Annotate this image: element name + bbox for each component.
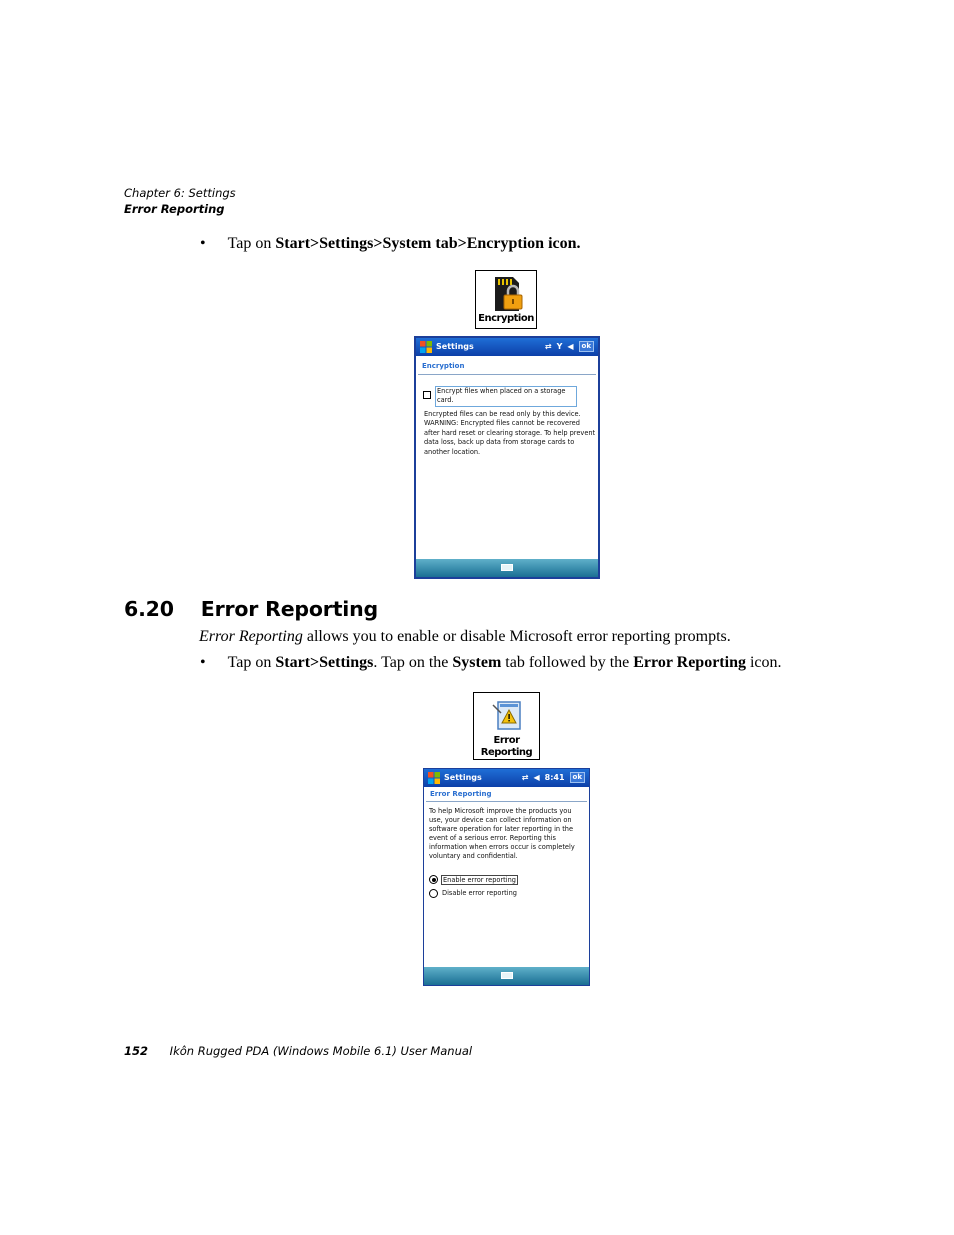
error-report-warning-icon — [491, 699, 523, 731]
signal-icon[interactable]: Y — [556, 342, 563, 351]
intro-paragraph — [199, 627, 731, 647]
volume-icon[interactable]: ◀ — [533, 773, 540, 782]
disable-error-reporting-label[interactable]: Disable error reporting — [442, 889, 517, 897]
page-footer — [124, 1043, 472, 1059]
encrypt-files-label[interactable]: Encrypt files when placed on a storage card. — [435, 386, 577, 407]
keyboard-icon[interactable] — [501, 564, 513, 571]
title-text: Settings — [436, 342, 474, 351]
subtitle-divider — [418, 374, 596, 375]
intro-rest: allows you to enable or disable Microsoft error reporting prompts. — [302, 628, 731, 645]
section-heading — [124, 597, 378, 621]
enable-error-reporting-label[interactable]: Enable error reporting — [443, 876, 516, 884]
error-info-text: To help Microsoft improve the products you use, your device can collect information on software operation for later reporting in the event of a serious error. Reporting this information when errors occur is completely voluntary and confidential. — [429, 807, 575, 860]
volume-icon[interactable]: ◀ — [567, 342, 574, 351]
step-text-2: . Tap on the — [373, 654, 453, 671]
soft-key-bar — [416, 559, 598, 577]
section-number: 6.20 — [124, 597, 174, 621]
screen-subtitle: Error Reporting — [430, 790, 492, 798]
error-icon-label-line1: Error — [493, 735, 520, 746]
bullet-glyph: • — [200, 654, 206, 671]
ok-button[interactable]: ok — [570, 772, 585, 783]
title-bar — [424, 769, 589, 787]
step-text-4: icon. — [745, 654, 782, 671]
step-path: Start>Settings>System tab>Encryption icon. — [275, 235, 581, 252]
running-header — [124, 185, 236, 217]
clock-time[interactable]: 8:41 — [544, 773, 565, 782]
windows-start-icon[interactable] — [420, 341, 432, 353]
step-text-1: Tap on — [227, 654, 276, 671]
screen-subtitle: Encryption — [422, 362, 465, 370]
manual-title: Ikôn Rugged PDA (Windows Mobile 6.1) User Manual — [169, 1044, 473, 1058]
title-bar — [416, 338, 598, 356]
connectivity-icon[interactable]: ⇄ — [544, 342, 552, 351]
enable-error-reporting-radio[interactable] — [429, 875, 438, 884]
encrypt-files-checkbox[interactable] — [423, 391, 431, 399]
step-text-3: tab followed by the — [501, 654, 634, 671]
title-text: Settings — [444, 773, 482, 782]
sd-card-lock-icon — [492, 275, 524, 313]
bullet-step-encryption — [200, 234, 581, 254]
chapter-label: Chapter 6: Settings — [124, 186, 236, 200]
bullet-step-error-reporting — [200, 653, 782, 673]
status-icons — [522, 772, 585, 783]
disable-error-reporting-radio[interactable] — [429, 889, 438, 898]
error-icon-label-line2: Reporting — [480, 747, 533, 758]
step-bold-2: System — [452, 654, 502, 671]
error-reporting-screenshot — [423, 768, 590, 986]
encryption-info-text: Encrypted files can be read only by this device. WARNING: Encrypted files cannot be recovered after hard reset or clearing storage. To help prevent data loss, back up data from storage cards to another location. — [424, 410, 596, 456]
subtitle-divider — [426, 801, 587, 802]
soft-key-bar — [424, 967, 589, 985]
intro-italic-term: Error Reporting — [199, 628, 303, 645]
keyboard-icon[interactable] — [501, 972, 513, 979]
step-bold-1: Start>Settings — [275, 654, 374, 671]
error-reporting-app-icon[interactable] — [473, 692, 540, 760]
encryption-screenshot — [414, 336, 600, 579]
section-title: Error Reporting — [200, 597, 378, 621]
step-bold-3: Error Reporting — [633, 654, 746, 671]
encryption-icon-label: Encryption — [478, 313, 534, 324]
encryption-app-icon[interactable] — [475, 270, 537, 329]
status-icons — [545, 341, 594, 352]
bullet-glyph: • — [200, 235, 206, 252]
windows-start-icon[interactable] — [428, 772, 440, 784]
ok-button[interactable]: ok — [579, 341, 594, 352]
page-number: 152 — [124, 1044, 149, 1058]
step-prefix: Tap on — [227, 235, 276, 252]
connectivity-icon[interactable]: ⇄ — [521, 773, 529, 782]
section-label: Error Reporting — [124, 202, 225, 216]
